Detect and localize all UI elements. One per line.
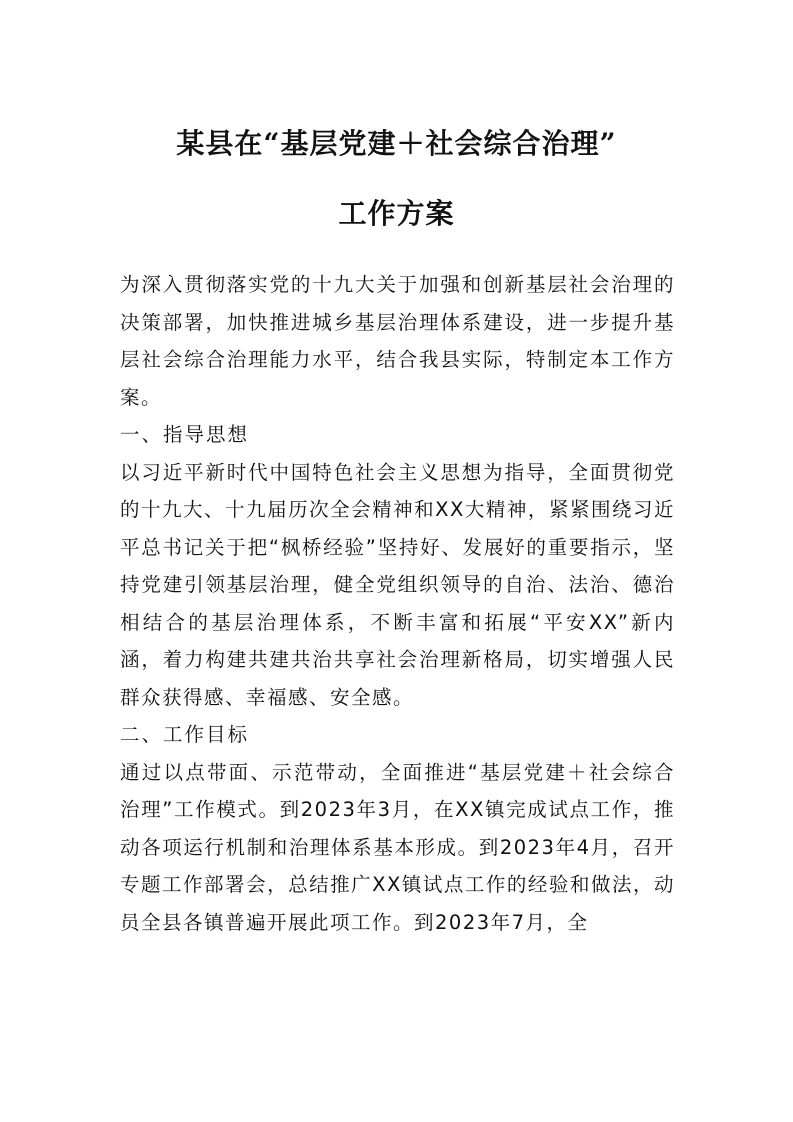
section-heading-guiding-thought: 一、指导思想 [120,423,250,446]
intro-paragraph: 为深入贯彻落实党的十九大关于加强和创新基层社会治理的决策部署，加快推进城乡基层治理体系建设，进一步提升基层社会综合治理能力水平，结合我县实际，特制定本工作方案。 [120,273,675,409]
document-body [120,266,675,941]
work-goals-paragraph: 通过以点带面、示范带动，全面推进“基层党建＋社会综合治理”工作模式。到2023年3月，在XX镇完成试点工作，推动各项运行机制和治理体系基本形成。到2023年4月，召开专题工作部署会，总结推广XX镇试点工作的经验和做法，动员全县各镇普遍开展此项工作。到2023年7月，全 [120,760,675,934]
guiding-thought-paragraph: 以习近平新时代中国特色社会主义思想为指导，全面贯彻党的十九大、十九届历次全会精神和XX大精神，紧紧围绕习近平总书记关于把“枫桥经验”坚持好、发展好的重要指示，坚持党建引领基层治理，健全党组织领导的自治、法治、德治相结合的基层治理体系，不断丰富和拓展“平安XX”新内涵，着力构建共建共治共享社会治理新格局，切实增强人民群众获得感、幸福感、安全感。 [120,460,675,709]
section-heading-work-goals: 二、工作目标 [120,723,250,746]
document-subtitle: 工作方案 [338,197,455,230]
document-title: 某县在“基层党建＋社会综合治理” [176,127,617,160]
